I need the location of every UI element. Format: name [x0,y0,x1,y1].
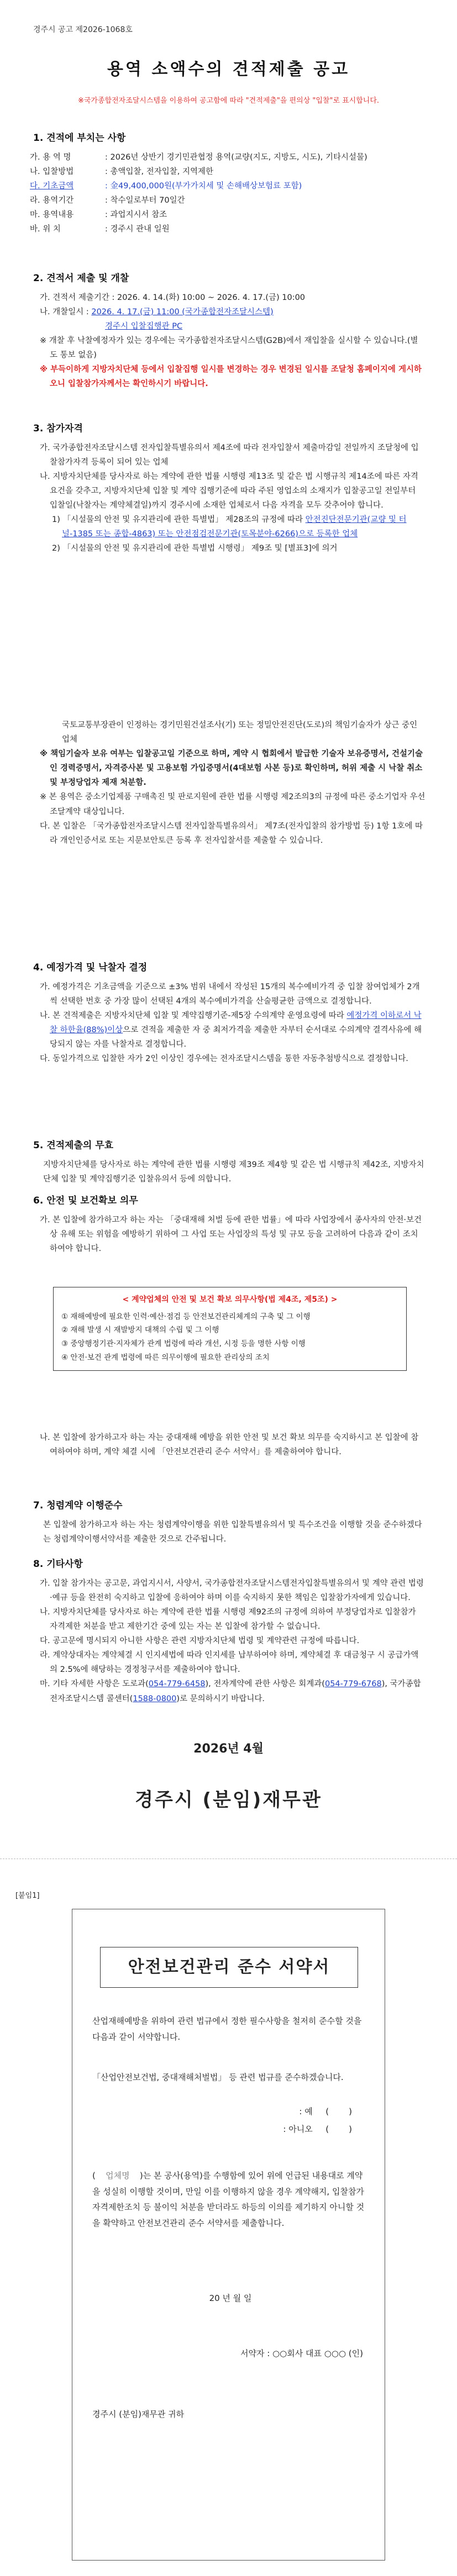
issuing-organization: 경주시 (분임)재무관 [135,1789,322,1811]
section-eligibility [33,421,426,556]
item-service-period: 라. 용역기간 : 착수일로부터 70일간 [30,196,185,205]
section-bid-items [30,130,426,236]
page-title: 용역 소액수의 견적제출 공고 [107,60,350,79]
eligibility-b: 나. 지방자치단체를 당사자로 하는 계약에 관한 법률 시행령 제13조 및 같은 법 시행규칙 제14조에 따른 자격요건을 갖추고, 지방자치단체 입찰 및 계약 집행기준에 따라 주된 영업소의 소재지가 입찰공고일 전일부터 입찰일(낙찰자는 계약체결일)까지 경주시에 소재한 업체로서 다음 자격을 모두 갖추어야 합니다. [40,472,418,510]
pledge-form [72,1909,385,2561]
section-eligibility-cont [33,718,426,848]
eligibility-b2: 2) 「시설물의 안전 및 유지관리에 관한 특별법 시행령」 제9조 및 [별표3]에 의거 [52,544,338,553]
misc-e: 마. 기타 자세한 사항은 도로과(054-779-6458), 전자계약에 관한 사항은 회계과(054-779-6768), 국가종합전자조달시스템 콜센터(1588-0800)로 문의하시기 바랍니다. [40,1680,421,1703]
section-heading: 7. 청렴계약 이행준수 [33,1500,123,1511]
section-heading: 8. 기타사항 [33,1559,83,1570]
price-b: 나. 본 견적제출은 지방자치단체 입찰 및 계약집행기준-제5장 수의계약 운영요령에 따라 예정가격 이하로서 낙찰 하한율(88%)이상으로 견적을 제출한 자 중 최저가격을 제출한 자부터 순서대로 수의계약 결격사유에 해당되지 않는 자를 낙찰자로 결정합니다. [40,1011,422,1049]
section-misc [33,1556,426,1706]
item-service-name: 가. 용 역 명 : 2026년 상반기 경기민관협정 용역(교량(지도, 지방도, 시도), 기타시설물) [30,152,367,162]
eligibility-b1: 1) 「시설물의 안전 및 유지관리에 관한 특별법」 제28조의 규정에 따라 안전진단전문기관(교량 및 터널-1385 또는 종합-4863) 또는 안전점검전문기관(토목분야-6266)으로 등록한 업체 [52,515,407,539]
section-safety-cont [33,1430,426,1459]
attachment-label: [붙임1] [15,1892,40,1900]
pledge-date-line[interactable]: 20 년 월 일 [209,2293,252,2303]
rebid-note: ※ 개찰 후 낙찰예정자가 있는 경우에는 국가종합전자조달시스템(G2B)에서 재입찰을 실시할 수 있습니다.(별도 통보 없음) [40,336,418,360]
document-number: 경주시 공고 제2026-1068호 [33,25,133,34]
sme-note: ※ 본 용역은 중소기업제품 구매촉진 및 판로지원에 관한 법률 시행령 제2조의3의 규정에 따른 중소기업자 우선조달계약 대상입니다. [40,793,426,816]
integrity-text: 본 입찰에 참가하고자 하는 자는 청렴계약이행을 위한 입찰특별유의서 및 특수조건을 이행할 것을 준수하겠다는 청렴계약이행서약서를 제출한 것으로 간주됩니다. [43,1520,422,1544]
item-service-content: 마. 용역내용 : 과업지시서 참조 [30,210,167,220]
pledge-intro: 산업재해예방을 위하여 관련 법규에서 정한 필수사항을 철저히 준수할 것을 다음과 같이 서약합니다. [92,2016,362,2042]
safety-a: 가. 본 입찰에 참가하고자 하는 자는 「중대재해 처벌 등에 관한 법률」에 따라 사업장에서 종사자의 안전·보건상 유해 또는 위험을 예방하기 위하여 그 사업 또는 사업장의 특성 및 규모 등을 고려하여 다음과 같이 조치하여야 합니다. [40,1215,422,1253]
item-bid-method: 나. 입찰방법 : 총액입찰, 전자입찰, 지역제한 [30,167,214,176]
misc-a: 가. 입찰 참가자는 공고문, 과업지시서, 사양서, 국가종합전자조달시스템전자입찰특별유의서 및 계약 관련 법령·예규 등을 완전히 숙지하고 입찰에 응하여야 하며 이를 숙지하지 못한 책임은 입찰참가자에게 있습니다. [40,1579,424,1602]
section-heading: 6. 안전 및 보건확보 의무 [33,1195,138,1206]
phone-accounting[interactable]: 054-779-6768 [324,1680,382,1689]
section-heading: 5. 견적제출의 무효 [33,1140,114,1151]
section-heading: 4. 예정가격 및 낙찰자 결정 [33,962,148,973]
misc-b: 나. 지방자치단체를 당사자로 하는 계약에 관한 법률 시행령 제92조의 규정에 의하여 부정당업자로 입찰참가 자격제한 처분을 받고 제한기간 중에 있는 자는 본 입찰에 참가할 수 없습니다. [40,1607,416,1632]
pledge-commitment: ( 업체명 )는 본 공사(용역)를 수행함에 있어 위에 언급된 내용대로 계약을 성실히 이행할 것이며, 만일 이를 이행하지 않을 경우 계약해지, 입찰참가자격제한조치 등 불이익 처분을 받더라도 하등의 이의를 제기하지 아니할 것을 확약하고 안전보건관리 준수 서약서를 제출합니다. [92,2168,369,2231]
section-invalid [33,1138,426,1186]
section-heading: 3. 참가자격 [33,423,83,434]
section-price-award [33,960,426,1066]
section-heading: 1. 견적에 부치는 사항 [33,133,126,144]
section-safety [33,1193,426,1256]
safety-b: 나. 본 입찰에 참가하고자 하는 자는 중대재해 예방을 위한 안전 및 보건 확보 의무를 숙지하시고 본 입찰에 참여하여야 하며, 계약 체결 시에 「안전보건관리 준수 서약서」를 제출하여야 합니다. [40,1433,419,1457]
section-heading: 2. 견적서 제출 및 개찰 [33,273,129,284]
item-location: 바. 위 치 : 경주시 관내 일원 [30,225,170,234]
pledge-yes-option[interactable]: : 예 ( ) [299,2107,352,2116]
section-submission [33,271,426,391]
pledge-title: 안전보건관리 준수 서약서 [100,1947,358,1988]
pledge-no-option[interactable]: : 아니오 ( ) [283,2124,352,2134]
opening-datetime: 나. 개찰일시 : 2026. 4. 17.(금) 11:00 (국가종합전자조달시스템) [40,307,274,316]
section-integrity [33,1498,426,1546]
company-name-field[interactable]: 업체명 [106,2171,130,2181]
safety-duty-item: ④ 안전·보건 관계 법령에 따른 의무이행에 필요한 관리상의 조치 [61,1353,270,1363]
eligibility-b2-cont: 국토교통부장관이 인정하는 경기민원건설조사(기) 또는 정밀안전진단(도로)의 책임기술자가 상근 중인 업체 [62,721,418,745]
misc-c: 다. 공고문에 명시되지 아니한 사항은 관련 지방자치단체 법령 및 계약관련 규정에 따릅니다. [40,1637,360,1646]
submission-period: 가. 견적서 제출기간 : 2026. 4. 14.(화) 10:00 ~ 2026. 4. 17.(금) 10:00 [40,293,306,302]
safety-duty-item: ① 재해예방에 필요한 인력·예산·점검 등 안전보건관리체계의 구축 및 그 이행 [61,1312,311,1321]
safety-box-title: < 계약업체의 안전 및 보건 확보 의무사항(법 제4조, 제5조) > [122,1295,338,1304]
opening-place: 경주시 입찰집행관 PC [105,321,183,331]
price-c: 다. 동일가격으로 입찰한 자가 2인 이상인 경우에는 전자조달시스템을 통한 자동추첨방식으로 결정합니다. [40,1054,408,1064]
misc-d: 라. 계약상대자는 계약체결 시 인지세법에 따라 인지세를 납부하여야 하며, 계약체결 후 대금청구 시 공급가액의 2.5%에 해당하는 경정청구서를 제출하여야 합니다. [40,1651,419,1675]
eligibility-c: 다. 본 입찰은 「국가종합전자조달시스템 전자입찰특별유의서」 제7조(전자입찰의 참가방법 등) 1항 1호에 따라 개인인증서로 또는 지문보안토큰 등록 후 전자입찰서를 제출할 수 있습니다. [40,821,423,845]
safety-duty-item: ② 재해 발생 시 재발방지 대책의 수립 및 그 이행 [61,1326,219,1335]
safety-duties-box [53,1287,407,1371]
price-a: 가. 예정가격은 기초금액을 기준으로 ±3% 범위 내에서 작성된 15개의 복수예비가격 중 입찰 참여업체가 2개씩 선택한 번호 중 가장 많이 선택된 4개의 복수예비가격을 산술평균한 금액으로 결정합니다. [40,982,420,1006]
schedule-change-note: ※ 부득이하게 지방자치단체 등에서 입찰집행 일시를 변경하는 경우 변경된 일시를 조달청 홈페이지에 게시하오니 입찰참가자께서는 확인하시기 바랍니다. [40,365,422,389]
phone-road[interactable]: 054-779-6458 [148,1680,206,1689]
pledge-law-statement: 「산업안전보건법, 중대재해처벌법」 등 관련 법규를 준수하겠습니다. [92,2072,344,2082]
invalid-text: 지방자치단체를 당사자로 하는 계약에 관한 법률 시행령 제39조 제4항 및 같은 법 시행규칙 제42조, 지방자치단체 입찰 및 계약집행기준 입찰유의서 등에 의합니다. [43,1160,424,1184]
item-base-amount: 다. 기초금액 : 金49,400,000원(부가가치세 및 손해배상보험료 포함) [30,181,302,191]
pledge-addressee: 경주시 (분임)재무관 귀하 [92,2409,185,2419]
safety-duty-item: ③ 중앙행정기관·지자체가 관계 법령에 따라 개선, 시정 등을 명한 사항 이행 [61,1339,306,1349]
announcement-date: 2026년 4월 [193,1742,264,1756]
phone-callcenter[interactable]: 1588-0800 [133,1694,177,1703]
engineer-note: ※ 책임기술자 보유 여부는 입찰공고일 기준으로 하며, 계약 시 협회에서 발급한 기술자 보유증명서, 건설기술인 경력증명서, 자격증사본 및 고용보험 가입증명서(4대보험 사본 등)로 확인하며, 허위 제출 시 낙찰 취소 및 부정당업자 제재 처분함. [40,749,423,788]
notice-text: ※국가종합전자조달시스템을 이용하여 공고함에 따라 "견적제출"을 편의상 "입찰"로 표시합니다. [77,97,380,105]
eligibility-a: 가. 국가종합전자조달시스템 전자입찰특별유의서 제4조에 따라 전자입찰서 제출마감일 전일까지 조달청에 입찰참가자격 등록이 되어 있는 업체 [40,443,419,467]
pledge-signer[interactable]: 서약자 : ○○회사 대표 ○○○ (인) [240,2348,363,2358]
